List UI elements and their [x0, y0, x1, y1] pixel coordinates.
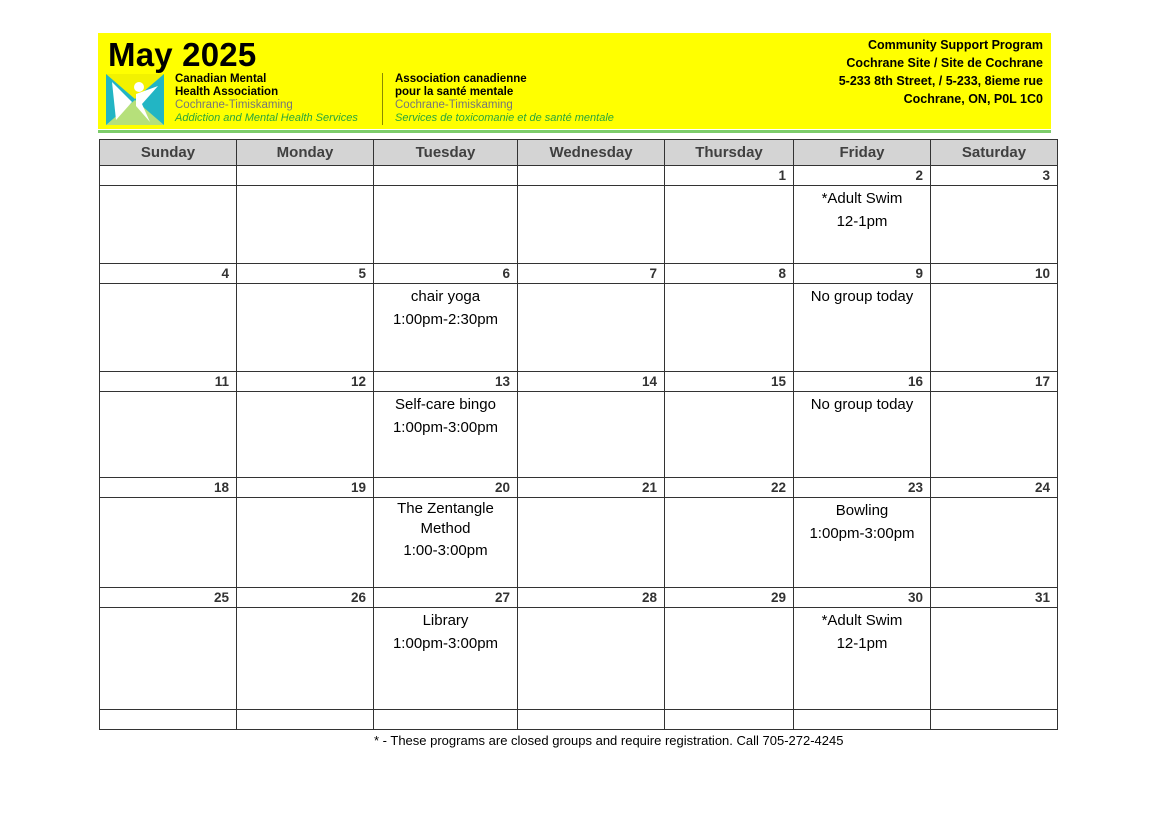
org-name-french — [395, 73, 614, 125]
org-name-english — [175, 73, 358, 125]
site-address — [839, 36, 1043, 108]
date-number: 2 — [794, 166, 931, 186]
org-divider — [382, 73, 383, 125]
date-number-row — [100, 588, 1058, 608]
day-cell — [931, 284, 1058, 372]
event-time: 1:00-3:00pm — [403, 542, 488, 559]
date-number: 1 — [665, 166, 794, 186]
month-title: May 2025 — [108, 36, 257, 73]
date-number: 30 — [794, 588, 931, 608]
date-number — [237, 166, 374, 186]
day-cell — [518, 608, 665, 710]
events-row — [100, 186, 1058, 264]
day-cell — [518, 284, 665, 372]
date-number: 3 — [931, 166, 1058, 186]
events-row — [100, 392, 1058, 478]
event-name: No group today — [810, 288, 914, 305]
date-number: 19 — [237, 478, 374, 498]
date-number-row — [100, 264, 1058, 284]
event-time: 12-1pm — [836, 213, 888, 230]
event-name: chair yoga — [410, 288, 481, 305]
empty-cell — [931, 710, 1058, 730]
date-number: 8 — [665, 264, 794, 284]
date-number: 6 — [374, 264, 518, 284]
address-line: Cochrane, ON, P0L 1C0 — [903, 92, 1043, 106]
day-cell — [794, 186, 931, 264]
empty-cell — [100, 710, 237, 730]
date-number-row — [100, 372, 1058, 392]
weekday-header: Monday — [237, 140, 374, 166]
day-cell — [931, 392, 1058, 478]
day-cell — [237, 392, 374, 478]
date-number: 15 — [665, 372, 794, 392]
date-number — [100, 166, 237, 186]
calendar-grid — [99, 139, 1058, 730]
empty-cell — [665, 710, 794, 730]
org-fr-line1: Association canadienne — [395, 73, 527, 85]
day-cell — [100, 186, 237, 264]
day-cell — [374, 284, 518, 372]
day-cell — [665, 498, 794, 588]
weekday-header: Sunday — [100, 140, 237, 166]
org-en-line1: Canadian Mental — [175, 73, 267, 85]
org-en-region: Cochrane-Timiskaming — [175, 99, 293, 111]
event-time: 1:00pm-3:00pm — [392, 635, 499, 652]
events-row — [100, 284, 1058, 372]
org-en-tagline: Addiction and Mental Health Services — [175, 112, 358, 124]
date-number: 27 — [374, 588, 518, 608]
org-fr-tagline: Services de toxicomanie et de santé mentale — [395, 112, 614, 124]
event-name: Library — [422, 612, 469, 629]
date-number — [518, 166, 665, 186]
day-cell — [665, 186, 794, 264]
date-number: 23 — [794, 478, 931, 498]
header-banner — [98, 33, 1051, 129]
date-number: 5 — [237, 264, 374, 284]
date-number: 29 — [665, 588, 794, 608]
date-number: 17 — [931, 372, 1058, 392]
date-number: 13 — [374, 372, 518, 392]
weekday-header: Saturday — [931, 140, 1058, 166]
day-cell — [237, 498, 374, 588]
day-cell — [237, 186, 374, 264]
empty-cell — [237, 710, 374, 730]
header-divider — [98, 130, 1051, 133]
event-time: 1:00pm-3:00pm — [809, 525, 915, 542]
event-time: 1:00pm-3:00pm — [392, 419, 499, 436]
cmha-logo-icon — [106, 74, 164, 125]
date-number: 21 — [518, 478, 665, 498]
day-cell — [665, 608, 794, 710]
weekday-header: Tuesday — [374, 140, 518, 166]
day-cell — [374, 498, 518, 588]
org-fr-line2: pour la santé mentale — [395, 86, 514, 98]
event-name: Self-care bingo — [395, 396, 496, 413]
date-number: 18 — [100, 478, 237, 498]
empty-cell — [374, 710, 518, 730]
date-number: 14 — [518, 372, 665, 392]
date-number: 22 — [665, 478, 794, 498]
day-cell — [100, 284, 237, 372]
event-time: 12-1pm — [836, 635, 888, 652]
event-name: *Adult Swim — [821, 190, 903, 207]
empty-cell — [794, 710, 931, 730]
address-line: 5-233 8th Street, / 5-233, 8ieme rue — [838, 74, 1043, 88]
date-number: 31 — [931, 588, 1058, 608]
day-cell — [931, 498, 1058, 588]
date-number: 11 — [100, 372, 237, 392]
day-cell — [665, 284, 794, 372]
date-number: 24 — [931, 478, 1058, 498]
day-cell — [518, 186, 665, 264]
day-cell — [237, 284, 374, 372]
day-cell — [374, 608, 518, 710]
org-fr-region: Cochrane-Timiskaming — [395, 99, 513, 111]
event-time: 1:00pm-2:30pm — [392, 311, 499, 328]
date-number: 10 — [931, 264, 1058, 284]
day-cell — [794, 392, 931, 478]
day-cell — [931, 608, 1058, 710]
day-cell — [794, 284, 931, 372]
day-cell — [665, 392, 794, 478]
day-cell — [518, 392, 665, 478]
date-number: 25 — [100, 588, 237, 608]
day-cell — [518, 498, 665, 588]
date-number-row — [100, 478, 1058, 498]
trailing-empty-row — [100, 710, 1058, 730]
day-cell — [100, 498, 237, 588]
address-line: Community Support Program — [867, 38, 1043, 52]
weekday-header-row — [100, 140, 1058, 166]
address-line: Cochrane Site / Site de Cochrane — [846, 56, 1043, 70]
day-cell — [374, 186, 518, 264]
date-number: 16 — [794, 372, 931, 392]
date-number: 12 — [237, 372, 374, 392]
date-number: 7 — [518, 264, 665, 284]
org-en-line2: Health Association — [175, 86, 279, 98]
event-name: Bowling — [835, 502, 889, 519]
events-row — [100, 498, 1058, 588]
day-cell — [794, 498, 931, 588]
date-number: 28 — [518, 588, 665, 608]
day-cell — [931, 186, 1058, 264]
date-number: 4 — [100, 264, 237, 284]
weekday-header: Friday — [794, 140, 931, 166]
date-number: 9 — [794, 264, 931, 284]
weekday-header: Wednesday — [518, 140, 665, 166]
day-cell — [374, 392, 518, 478]
day-cell — [100, 392, 237, 478]
date-number — [374, 166, 518, 186]
event-name: No group today — [810, 396, 914, 413]
empty-cell — [518, 710, 665, 730]
day-cell — [794, 608, 931, 710]
event-name: *Adult Swim — [821, 612, 903, 629]
date-number: 20 — [374, 478, 518, 498]
day-cell — [237, 608, 374, 710]
date-number-row — [100, 166, 1058, 186]
day-cell — [100, 608, 237, 710]
event-name: The Zentangle Method — [397, 500, 494, 537]
weekday-header: Thursday — [665, 140, 794, 166]
events-row — [100, 608, 1058, 710]
date-number: 26 — [237, 588, 374, 608]
registration-footnote: * - These programs are closed groups and require registration. Call 705-272-4245 — [374, 733, 844, 748]
